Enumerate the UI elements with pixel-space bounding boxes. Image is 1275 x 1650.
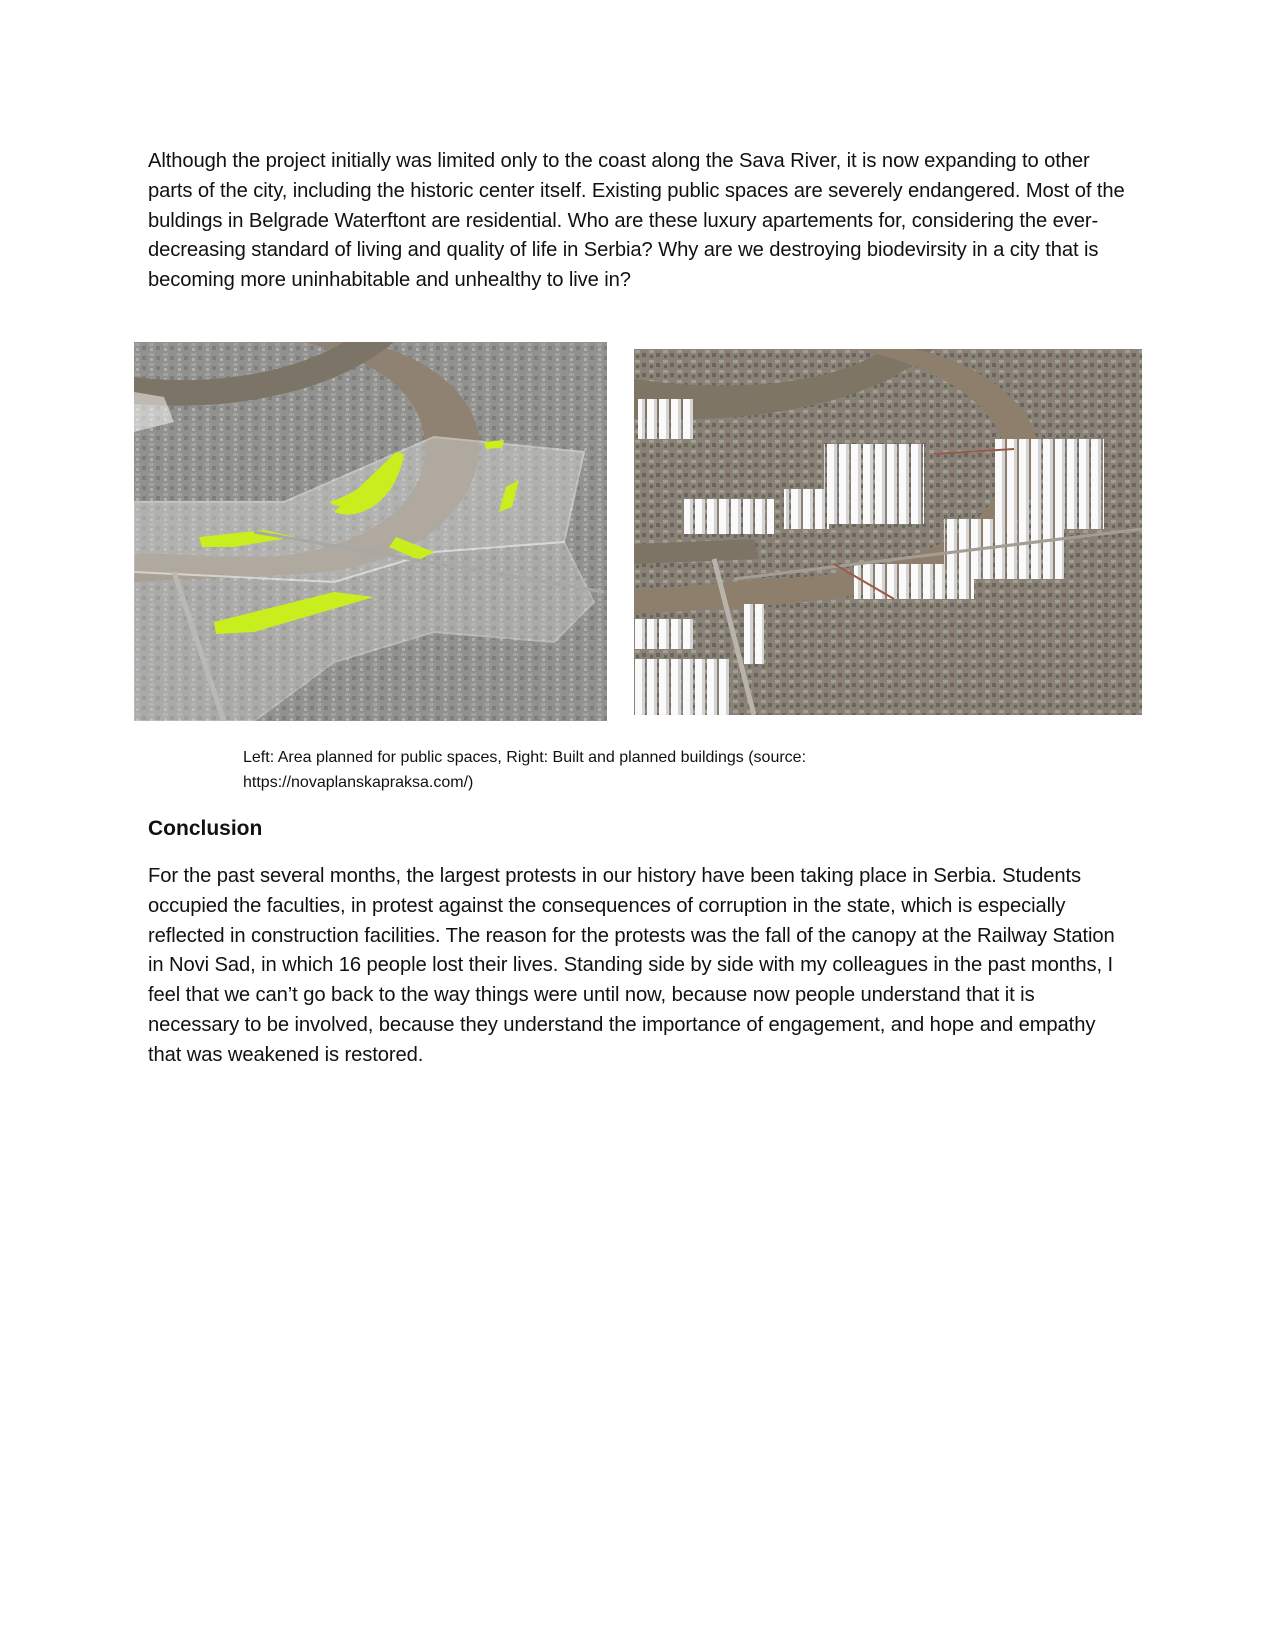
aerial-map-buildings-image (634, 349, 1142, 715)
aerial-map-buildings (634, 349, 1142, 715)
figure-caption (243, 745, 943, 795)
aerial-map-public-spaces (134, 342, 607, 721)
intro-paragraph: Although the project initially was limited only to the coast along the Sava River, it is now expanding to other parts of the city, including the historic center itself. Existing public spaces are severely endangered. Most of the buldings in Belgrade Waterftont are residential. Who are these luxury apartements for, considering the ever-decreasing standard of living and quality of life in Serbia? Why are we destroying biodevirsity in a city that is becoming more uninhabitable and unhealthy to live in? (148, 150, 1125, 292)
conclusion-paragraph: For the past several months, the largest protests in our history have been taking place in Serbia. Students occupied the faculties, in protest against the consequences of corruption in the state, which is especially reflected in construction facilities. The reason for the protests was the fall of the canopy at the Railway Station in Novi Sad, in which 16 people lost their lives. Standing side by side with my colleagues in the past months, I feel that we can’t go back to the way things were until now, because now people understand that it is necessary to be involved, because they understand the importance of engagement, and hope and empathy that was weakened is restored. (148, 865, 1115, 1066)
aerial-map-public-spaces-image (134, 342, 607, 721)
figure-caption-line-1: Left: Area planned for public spaces, Right: Built and planned buildings (source: (243, 749, 807, 766)
conclusion-heading: Conclusion (148, 817, 263, 840)
figure-caption-line-2: https://novaplanskapraksa.com/) (243, 774, 474, 791)
